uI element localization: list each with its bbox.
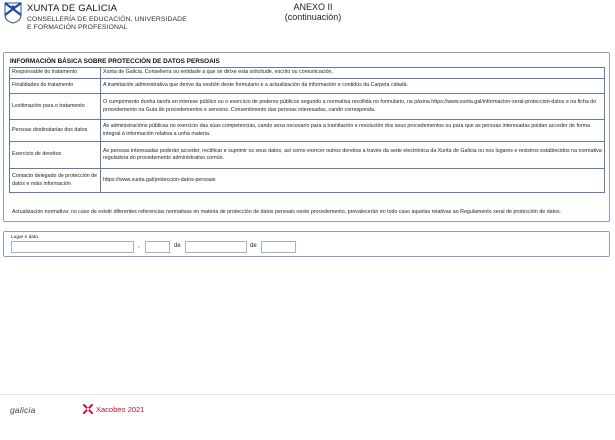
month-field[interactable] — [185, 241, 247, 253]
data-protection-title: INFORMACIÓN BÁSICA SOBRE PROTECCIÓN DE DATOS PERSOAIS — [10, 58, 220, 65]
row-text: As administracións públicas no exercicio das súas competencias, cando sexa necesario para a tramitación e resolución dos seus procedementos ou para que as persoas interesadas poidan acceder de forma integral á información relativa a unha materia. — [101, 120, 605, 142]
data-protection-section — [3, 52, 610, 222]
annex-subtitle: (continuación) — [284, 12, 342, 22]
place-date-label: Lugar e data — [11, 235, 38, 240]
de-separator-2: de — [250, 243, 257, 249]
de-separator-1: de — [174, 243, 181, 249]
row-label: Responsable do tratamento — [10, 68, 101, 79]
table-row — [10, 142, 605, 169]
galicia-logo: galicia — [10, 405, 36, 415]
place-date-section — [3, 231, 610, 257]
xunta-shield-icon — [4, 2, 22, 24]
table-row — [10, 68, 605, 79]
row-label: Persoas destinatarias dos datos — [10, 120, 101, 142]
table-row — [10, 94, 605, 120]
row-text: https://www.xunta.gal/proteccion-datos-persoais — [101, 169, 605, 193]
comma-separator: , — [138, 243, 140, 249]
year-field[interactable] — [261, 241, 296, 253]
table-row — [10, 79, 605, 94]
row-text: A tramitación administrativa que derive da xestión deste formulario e a actualización da información e contidos da Carpeta cidadá. — [101, 79, 605, 94]
annex-title: ANEXO II — [293, 2, 333, 12]
row-text: Xunta de Galicia. Consellería ou entidade a que se dirixe esta solicitude, escrito ou comunicación. — [101, 68, 605, 79]
row-text: As persoas interesadas poderán acceder, rectificar e suprimir os seus datos, así como exercer outros dereitos a través da sede electrónica da Xunta de Galicia ou nos lugares e rexistros establecidos na normativa reguladora do procedemento administrativo común. — [101, 142, 605, 169]
xacobeo-text: Xacobeo 2021 — [96, 405, 145, 414]
row-label: Exercicio de dereitos — [10, 142, 101, 169]
dept-line-1: CONSELLERÍA DE EDUCACIÓN, UNIVERSIDADE — [27, 16, 187, 23]
xacobeo-mark-icon — [82, 403, 94, 415]
regulatory-update-note: Actualización normativa: no caso de existir diferentes referencias normativas en materia de protección de datos persoais neste procedemento, prevalecerán en todo caso aquelas relativas ao Regulamento xeral de protección de datos. — [12, 209, 562, 215]
day-field[interactable] — [145, 241, 170, 253]
row-label: Lexitimación para o tratamento — [10, 94, 101, 120]
row-text: O cumprimento dunha tarefa en interese público ou o exercicio de poderes públicos segundo a normativa recollida no formulario, na páxina https://www.xunta.gal/informacion-xeral-proteccion-datos e na ficha do procedemento na Guía de procedementos e servizos. Consentimento das persoas interesadas, cando corresponda. — [101, 94, 605, 120]
dept-line-2: E FORMACIÓN PROFESIONAL — [27, 23, 128, 31]
data-protection-table — [9, 67, 605, 193]
table-row — [10, 169, 605, 193]
row-label: Finalidades do tratamento — [10, 79, 101, 94]
place-field[interactable] — [11, 241, 134, 253]
annex-heading — [240, 2, 386, 22]
row-label: Contacto delegado de protección de datos e máis información — [10, 169, 101, 193]
org-block — [27, 3, 187, 31]
footer-divider — [0, 394, 615, 395]
org-name: XUNTA DE GALICIA — [27, 3, 118, 14]
page-header — [0, 0, 615, 44]
table-row — [10, 120, 605, 142]
